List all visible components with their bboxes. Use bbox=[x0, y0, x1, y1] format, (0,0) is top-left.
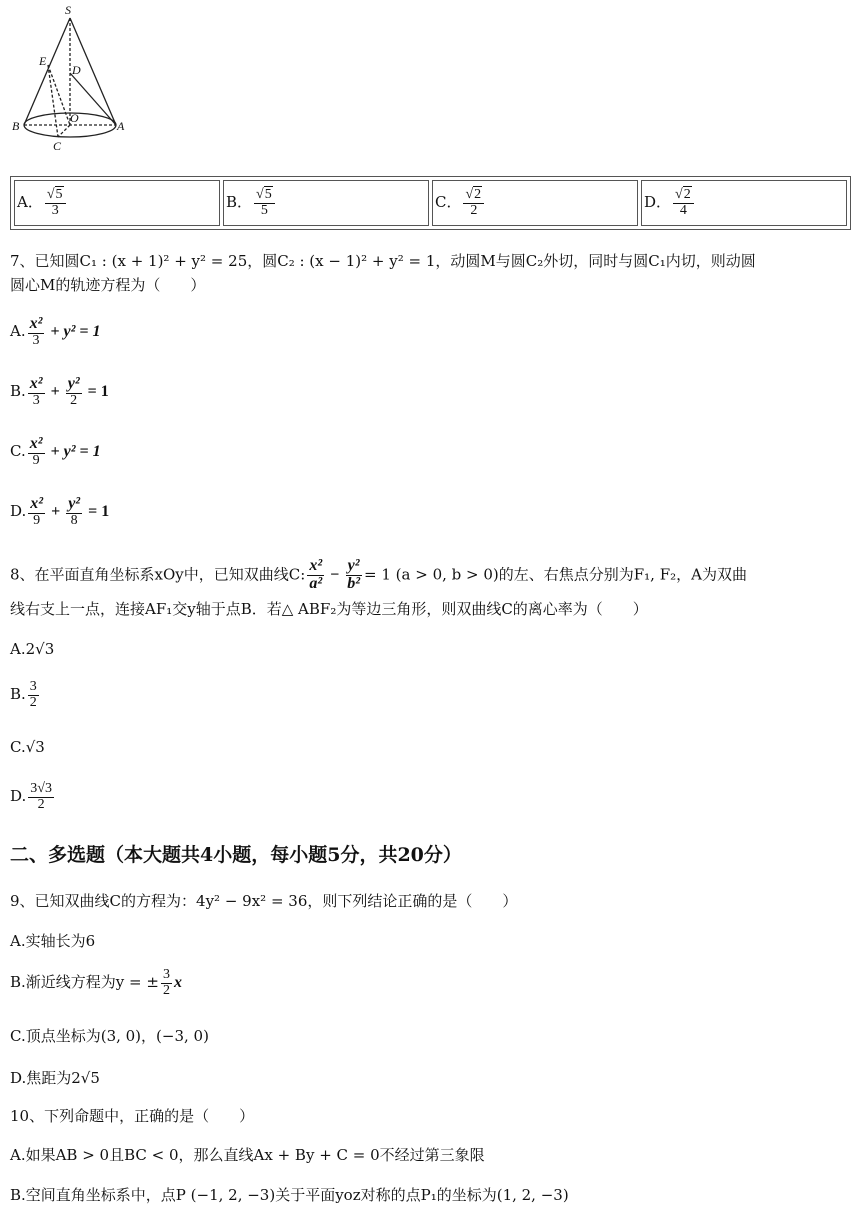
cone-figure bbox=[8, 0, 148, 160]
q7-option-c[interactable]: C. $\frac{\text{x²}}{9}$ + y² = 1 bbox=[10, 435, 101, 468]
q6-option-a[interactable]: A． $\frac{√5}{3}$ bbox=[14, 180, 220, 226]
q7-option-d[interactable]: D. $\frac{\text{x²}}{9}$ + $\frac{\text{y²}}{8}$ = 1 bbox=[10, 495, 110, 528]
q6-options-table bbox=[10, 176, 851, 230]
q8-option-d[interactable]: D. $\frac{3√3}{2}$ bbox=[10, 781, 52, 812]
q10-stem: 10、下列命题中，正确的是（ ） bbox=[10, 1107, 255, 1125]
q9-option-b[interactable]: B.渐近线方程为y = ± $\frac{3}{2}$ x bbox=[10, 967, 182, 998]
q8-option-a[interactable]: A.2√3 bbox=[10, 640, 55, 658]
label-C: C bbox=[53, 139, 62, 153]
q7-option-b[interactable]: B. $\frac{\text{x²}}{3}$ + $\frac{\text{y²}}{2}$ = 1 bbox=[10, 375, 109, 408]
q6-option-c[interactable]: C． $\frac{√2}{2}$ bbox=[432, 180, 638, 226]
section-heading: 二、多选题（本大题共4小题，每小题5分，共20分） bbox=[10, 844, 462, 866]
q9-option-a[interactable]: A.实轴长为6 bbox=[10, 932, 96, 950]
q7-stem-line2: 圆心M的轨迹方程为（ ） bbox=[10, 276, 206, 294]
q8-option-c[interactable]: C.√3 bbox=[10, 738, 45, 756]
label-B: B bbox=[12, 119, 20, 133]
q8-stem-line1: 8、在平面直角坐标系xOy中，已知双曲线C: $\frac{\text{x²}}{\text{a²}}$ − $\frac{\text{y²}}{\text{b²}}$ = 1 (a > 0, b > 0)的左、右焦点分别为F₁, F₂，A为双曲 bbox=[10, 557, 747, 592]
q7-option-a[interactable]: A. $\frac{\text{x²}}{3}$ + y² = 1 bbox=[10, 315, 101, 348]
q8-option-b[interactable]: B. $\frac{3}{2}$ bbox=[10, 679, 37, 710]
q6-option-d[interactable]: D． $\frac{√2}{4}$ bbox=[641, 180, 847, 226]
q9-stem: 9、已知双曲线C的方程为：4y² − 9x² = 36，则下列结论正确的是（ ） bbox=[10, 892, 518, 910]
label-D: D bbox=[72, 63, 81, 77]
q7-stem-line1: 7、已知圆C₁ : (x + 1)² + y² = 25，圆C₂ : (x − 1)² + y² = 1，动圆M与圆C₂外切，同时与圆C₁内切，则动圆 bbox=[10, 252, 756, 270]
label-O: O bbox=[70, 111, 79, 125]
label-E: E bbox=[39, 54, 47, 68]
q10-option-a[interactable]: A.如果AB > 0且BC < 0，那么直线Ax + By + C = 0不经过第三象限 bbox=[10, 1146, 485, 1164]
q9-option-c[interactable]: C.顶点坐标为(3, 0)，(−3, 0) bbox=[10, 1027, 209, 1045]
q8-stem-line2: 线右支上一点，连接AF₁交y轴于点B．若△ ABF₂为等边三角形，则双曲线C的离心率为（ ） bbox=[10, 600, 648, 618]
label-A: A bbox=[117, 119, 125, 133]
q9-option-d[interactable]: D.焦距为2√5 bbox=[10, 1069, 100, 1087]
q10-option-b[interactable]: B.空间直角坐标系中，点P (−1, 2, −3)关于平面yoz对称的点P₁的坐标为(1, 2, −3) bbox=[10, 1186, 569, 1204]
label-S: S bbox=[65, 3, 71, 17]
q6-option-b[interactable]: B． $\frac{√5}{5}$ bbox=[223, 180, 429, 226]
